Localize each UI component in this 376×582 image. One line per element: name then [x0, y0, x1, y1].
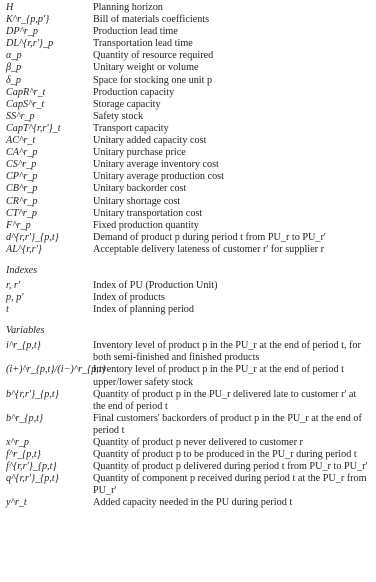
description: Unitary average production cost — [93, 171, 224, 183]
symbol: CS^r_p — [6, 159, 37, 171]
list-item — [6, 26, 370, 38]
symbol: q^{r,r'}_{p,t} — [6, 473, 59, 485]
symbol: H — [6, 2, 14, 13]
symbol: CP^r_p — [6, 171, 38, 183]
symbol: CR^r_p — [6, 195, 38, 207]
list-item — [6, 38, 370, 50]
description: Production lead time — [93, 26, 178, 38]
description: Quantity of resource required — [93, 50, 214, 62]
list-item — [6, 147, 370, 159]
symbol: r, r' — [6, 279, 21, 291]
symbol: p, p' — [6, 292, 24, 304]
symbol: AL^{r,r'} — [6, 243, 42, 255]
description: Unitary backorder cost — [93, 183, 187, 195]
symbol: F^r_p — [6, 219, 31, 231]
description: Transportation lead time — [93, 38, 193, 50]
list-item — [6, 473, 370, 497]
list-item — [6, 220, 370, 232]
list-item — [6, 364, 370, 388]
list-item — [6, 159, 370, 171]
symbol: DP^r_p — [6, 26, 39, 38]
list-item — [6, 497, 370, 509]
list-item — [6, 99, 370, 111]
symbol: b^r_{p,t} — [6, 412, 44, 424]
symbol: AC^r_t — [6, 135, 36, 147]
list-item — [6, 280, 370, 292]
symbol: (i+)^r_{p,t}/(i−)^r_{p,t} — [6, 364, 106, 376]
list-item — [6, 449, 370, 461]
symbol: CapT^{r,r'}_t — [6, 122, 61, 134]
list-item — [6, 183, 370, 195]
symbol: K^r_{p,p'} — [6, 14, 50, 26]
list-item — [6, 111, 370, 123]
description: Inventory level of product p in the PU_r at the end of period t upper/lower safety stock — [93, 364, 344, 388]
description: Inventory level of product p in the PU_r at the end of period t, for both semi-finished and finished products — [93, 340, 361, 364]
list-item — [6, 389, 370, 413]
list-item — [6, 62, 370, 74]
list-item — [6, 208, 370, 220]
list-item — [6, 413, 370, 437]
description: Fixed production quantity — [93, 219, 199, 231]
list-item — [6, 87, 370, 99]
symbol: y^r_t — [6, 497, 27, 509]
symbol: d^{r,r'}_{p,t} — [6, 231, 59, 243]
variables-heading: Variables — [6, 325, 45, 337]
description: Unitary shortage cost — [93, 195, 181, 207]
description: Bill of materials coefficients — [93, 14, 210, 26]
symbol: x^r_p — [6, 437, 29, 448]
list-item — [6, 437, 370, 449]
description: Unitary added capacity cost — [93, 135, 207, 147]
list-item — [6, 171, 370, 183]
symbol: CapR^r_t — [6, 86, 46, 98]
symbol: i^r_{p,t} — [6, 340, 41, 352]
list-item — [6, 292, 370, 304]
symbol: α_p — [6, 50, 22, 62]
symbol: CB^r_p — [6, 183, 38, 195]
description: Space for stocking one unit p — [93, 74, 213, 86]
description: Storage capacity — [93, 98, 161, 110]
symbol: β_p — [6, 62, 22, 74]
description: Unitary purchase price — [93, 147, 186, 159]
indexes-list — [6, 280, 370, 316]
symbol: b^{r,r'}_{p,t} — [6, 388, 59, 400]
symbol: CapS^r_t — [6, 98, 45, 110]
list-item — [6, 304, 370, 316]
symbol: CT^r_p — [6, 207, 37, 219]
description: Demand of product p during period t from PU_r to PU_r' — [93, 231, 326, 243]
list-item — [6, 14, 370, 26]
description: Unitary transportation cost — [93, 207, 203, 219]
list-item — [6, 340, 370, 364]
symbol: CA^r_p — [6, 147, 38, 159]
description: Safety stock — [93, 110, 144, 122]
list-item — [6, 461, 370, 473]
description: Unitary average inventory cost — [93, 159, 219, 171]
description: Transport capacity — [93, 122, 169, 134]
list-item — [6, 75, 370, 87]
symbol: f^r_{p,t} — [6, 449, 41, 461]
list-item — [6, 50, 370, 62]
description: Final customers' backorders of product p in the PU_r at the end of period t — [93, 412, 362, 436]
description: Quantity of component p received during period t at the PU_r from PU_r' — [93, 473, 367, 497]
description: Quantity of product p delivered during period t from PU_r to PU_r' — [93, 461, 368, 473]
list-item — [6, 2, 370, 14]
description: Index of PU (Production Unit) — [93, 279, 218, 291]
description: Quantity of product p to be produced in the PU_r during period t — [93, 449, 357, 461]
symbol: SS^r_p — [6, 110, 35, 122]
parameters-list — [6, 2, 370, 256]
indexes-heading: Indexes — [6, 264, 38, 276]
description: Quantity of product p in the PU_r delivered late to customer r' at the end of period t — [93, 388, 357, 412]
description: Unitary weight or volume — [93, 62, 199, 74]
description: Production capacity — [93, 86, 175, 98]
symbol: f^{r,r'}_{p,t} — [6, 461, 57, 473]
description: Added capacity needed in the PU during period t — [93, 497, 293, 509]
description: Index of products — [93, 292, 165, 304]
list-item — [6, 244, 370, 256]
description: Quantity of product p never delivered to customer r — [93, 437, 303, 448]
list-item — [6, 135, 370, 147]
symbol: t — [6, 304, 9, 316]
list-item — [6, 232, 370, 244]
symbol: δ_p — [6, 74, 21, 86]
list-item — [6, 196, 370, 208]
variables-list — [6, 340, 370, 509]
symbol: DL^{r,r'}_p — [6, 38, 54, 50]
description: Acceptable delivery lateness of customer r' for supplier r — [93, 243, 324, 255]
description: Planning horizon — [93, 2, 163, 13]
description: Index of planning period — [93, 304, 194, 316]
list-item — [6, 123, 370, 135]
